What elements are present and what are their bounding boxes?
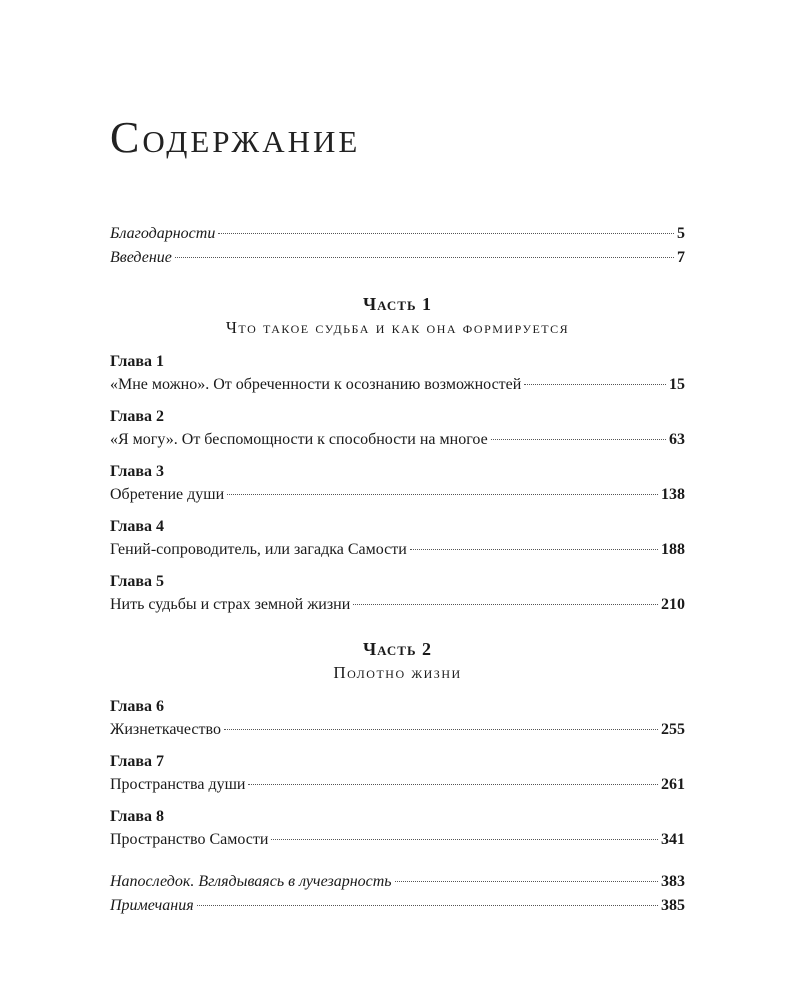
toc-entry-introduction[interactable] <box>110 246 685 270</box>
dot-leader <box>175 256 674 258</box>
dot-leader <box>218 232 674 234</box>
chapter-line <box>110 828 685 852</box>
toc-entry-acknowledgements[interactable] <box>110 222 685 246</box>
entry-page-number: 5 <box>677 225 685 242</box>
table-of-contents <box>110 222 685 918</box>
chapter-line <box>110 483 685 507</box>
chapter-label: Глава 7 <box>110 753 164 770</box>
entry-title: Нить судьбы и страх земной жизни <box>110 596 351 613</box>
toc-chapter[interactable] <box>110 350 685 397</box>
entry-page-number: 341 <box>661 831 685 848</box>
chapter-line <box>110 428 685 452</box>
entry-page-number: 261 <box>661 776 685 793</box>
dot-leader <box>224 728 658 730</box>
chapter-line <box>110 538 685 562</box>
chapter-label: Глава 3 <box>110 463 164 480</box>
chapter-label: Глава 6 <box>110 698 164 715</box>
toc-entry-afterword[interactable] <box>110 870 685 894</box>
entry-page-number: 383 <box>661 873 685 890</box>
entry-title: Напоследок. Вглядываясь в лучезарность <box>110 873 392 890</box>
entry-title: Введение <box>110 249 172 266</box>
entry-page-number: 63 <box>669 431 685 448</box>
part-subtitle: Что такое судьба и как она формируется <box>225 318 570 337</box>
chapter-label: Глава 4 <box>110 518 164 535</box>
toc-chapter[interactable] <box>110 570 685 617</box>
entry-title: Гений-сопроводитель, или загадка Самости <box>110 541 407 558</box>
entry-title: Благодарности <box>110 225 216 242</box>
dot-leader <box>524 383 666 385</box>
chapter-label: Глава 2 <box>110 408 164 425</box>
toc-chapter[interactable] <box>110 750 685 797</box>
chapter-label: Глава 5 <box>110 573 164 590</box>
chapter-label: Глава 1 <box>110 353 164 370</box>
dot-leader <box>227 493 658 495</box>
toc-chapter[interactable] <box>110 515 685 562</box>
part-number: Часть 2 <box>362 639 433 659</box>
dot-leader <box>271 838 658 840</box>
entry-title: Обретение души <box>110 486 225 503</box>
part-number: Часть 1 <box>362 294 433 314</box>
entry-title: «Я могу». От беспомощности к способности на многое <box>110 431 488 448</box>
entry-page-number: 385 <box>661 897 685 914</box>
entry-page-number: 255 <box>661 721 685 738</box>
part-2-heading <box>110 637 685 685</box>
chapter-line <box>110 773 685 797</box>
part-subtitle: Полотно жизни <box>333 663 462 682</box>
dot-leader <box>410 548 658 550</box>
toc-chapter[interactable] <box>110 805 685 852</box>
toc-entry-notes[interactable] <box>110 894 685 918</box>
spacer <box>110 860 685 870</box>
entry-page-number: 188 <box>661 541 685 558</box>
entry-page-number: 7 <box>677 249 685 266</box>
chapter-label: Глава 8 <box>110 808 164 825</box>
dot-leader <box>395 880 658 882</box>
entry-title: Пространства души <box>110 776 246 793</box>
entry-title: «Мне можно». От обреченности к осознанию возможностей <box>110 376 522 393</box>
dot-leader <box>353 603 658 605</box>
dot-leader <box>491 438 666 440</box>
entry-page-number: 138 <box>661 486 685 503</box>
toc-chapter[interactable] <box>110 405 685 452</box>
entry-page-number: 210 <box>661 596 685 613</box>
entry-title: Примечания <box>110 897 194 914</box>
entry-page-number: 15 <box>669 376 685 393</box>
chapter-line <box>110 593 685 617</box>
entry-title: Жизнеткачество <box>110 721 221 738</box>
dot-leader <box>248 783 658 785</box>
toc-chapter[interactable] <box>110 695 685 742</box>
dot-leader <box>197 904 658 906</box>
entry-title: Пространство Самости <box>110 831 269 848</box>
chapter-line <box>110 718 685 742</box>
chapter-line <box>110 373 685 397</box>
part-1-heading <box>110 292 685 340</box>
page-title: Содержание <box>110 113 361 162</box>
toc-chapter[interactable] <box>110 460 685 507</box>
